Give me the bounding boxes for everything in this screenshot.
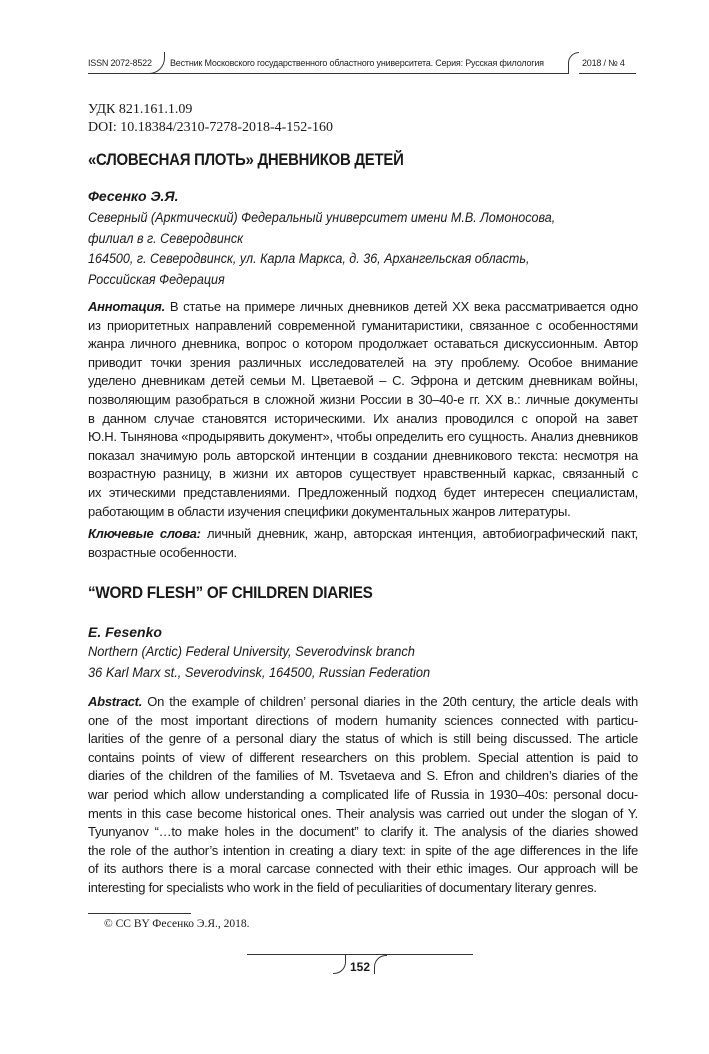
abstract-text: В статье на примере личных дневников детей XX века рассматривается одно bbox=[164, 299, 638, 314]
abstract-ru bbox=[88, 298, 638, 521]
udk-code: УДК 821.161.1.09 bbox=[88, 102, 193, 117]
abstract-en bbox=[88, 693, 638, 898]
author-name-ru: Фесенко Э.Я. bbox=[88, 188, 179, 204]
abstract-line: показал значимую роль авторской интенции в создании дневникового текста: несмотря на bbox=[88, 447, 638, 463]
page-number: 152 bbox=[350, 960, 371, 974]
article-title-en: “WORD FLESH” OF CHILDREN DIARIES bbox=[88, 583, 373, 602]
abstract-line: war period which allow understanding a complicated life of Russia in 1930–40s: personal docu- bbox=[88, 786, 638, 802]
abstract-line: позволяющим разобраться в сложной жизни России в 30–40-е гг. XX в.: личные документы bbox=[88, 391, 638, 407]
abstract-line: larities of the genre of a personal diary the status of which is still being discussed. The article bbox=[88, 731, 638, 747]
abstract-line: Ю.Н. Тынянова «продырявить документ», чтобы определить его сущность. Анализ дневников bbox=[88, 429, 638, 445]
affiliation-ru bbox=[88, 208, 555, 290]
keywords-text: личный дневник, жанр, авторская интенция, автобиографический пакт, bbox=[200, 526, 638, 541]
abstract-line: из приоритетных направлений современной гуманитаристики, связанное с особенностями bbox=[88, 317, 638, 333]
abstract-line: в данном случае становятся историческими. Их анализ проводился с опорой на завет bbox=[88, 410, 638, 426]
footer-ornament-left bbox=[333, 955, 346, 974]
doi-link[interactable]: DOI: 10.18384/2310-7278-2018-4-152-160 bbox=[88, 120, 333, 135]
affiliation-line: Российская Федерация bbox=[88, 271, 225, 287]
footnote-rule bbox=[88, 913, 191, 914]
abstract-line: diaries of the children of the families of M. Tsvetaeva and S. Efron and children’s diaries of the bbox=[88, 768, 638, 784]
abstract-line: of its authors there is a moral carcase connected with their ethic images. Our approach will be bbox=[88, 861, 638, 877]
keywords-line bbox=[88, 525, 638, 544]
affiliation-line: 164500, г. Северодвинск, ул. Карла Маркса, д. 36, Архангельская область, bbox=[88, 251, 530, 266]
affiliation-line: филиал в г. Северодвинск bbox=[88, 230, 244, 246]
abstract-label-ru: Аннотация. bbox=[88, 299, 165, 314]
abstract-line: contains points of view of different researchers on this problem. Special attention is paid to bbox=[88, 749, 638, 765]
abstract-line bbox=[88, 298, 638, 317]
footer-ornament-right bbox=[374, 955, 387, 974]
header-issue: 2018 / № 4 bbox=[582, 58, 625, 68]
article-title-ru: «СЛОВЕСНАЯ ПЛОТЬ» ДНЕВНИКОВ ДЕТЕЙ bbox=[88, 150, 404, 169]
header-ornament-right bbox=[568, 52, 579, 74]
abstract-line: one of the most important directions of modern humanity sciences connected with particu- bbox=[88, 712, 638, 728]
keywords-line: возрастные особенности. bbox=[88, 544, 237, 560]
abstract-line: the role of the author’s intention in creating a diary text: in spite of the age differences in the life bbox=[88, 842, 638, 858]
abstract-line: их этическими представлениями. Предложенный подход будет интересен специалистам, bbox=[88, 484, 638, 500]
header-journal-title: Вестник Московского государственного областного университета. Серия: Русская филология bbox=[170, 58, 544, 68]
abstract-line: уделено дневникам детей семьи М. Цветаевой – С. Эфрона и детским дневникам войны, bbox=[88, 373, 638, 389]
affiliation-line: Northern (Arctic) Federal University, Severodvinsk branch bbox=[88, 644, 415, 659]
abstract-line: работающим в области изучения специфики документальных жанров литературы. bbox=[88, 503, 571, 519]
abstract-line: жанра личного дневника, вопрос о котором продолжает оставаться дискуссионным. Автор bbox=[88, 336, 638, 352]
abstract-line: ments in this case become historical ones. Their analysis was carried out under the slogan of Y. bbox=[88, 805, 638, 821]
abstract-text: On the example of children’ personal diaries in the 20th century, the article deals with bbox=[142, 694, 638, 709]
header-rule bbox=[88, 73, 636, 74]
abstract-line bbox=[88, 693, 638, 712]
header-issn: ISSN 2072-8522 bbox=[88, 58, 158, 68]
keywords-label-ru: Ключевые слова: bbox=[88, 526, 201, 541]
keywords-ru bbox=[88, 525, 638, 562]
abstract-line: приводит точки зрения различных исследователей на эту проблему. Особое внимание bbox=[88, 354, 638, 370]
abstract-line: Tyunyanov “…to make holes in the document” to clarify it. The analysis of the diaries showed bbox=[88, 824, 638, 840]
affiliation-line: Северный (Арктический) Федеральный университет имени М.В. Ломоносова, bbox=[88, 210, 556, 225]
abstract-label-en: Abstract. bbox=[88, 694, 143, 709]
abstract-line: возрастную разницу, в жизни их авторов существует нравственный каркас, связанный с bbox=[88, 466, 638, 482]
copyright-footnote: © CC BY Фесенко Э.Я., 2018. bbox=[104, 918, 250, 930]
affiliation-line: 36 Karl Marx st., Severodvinsk, 164500, Russian Federation bbox=[88, 664, 431, 680]
abstract-line: interesting for specialists who work in the field of peculiarities of documentary literary genres. bbox=[88, 879, 597, 895]
footer-rule bbox=[247, 954, 473, 955]
affiliation-en bbox=[88, 642, 430, 683]
author-name-en: E. Fesenko bbox=[88, 624, 162, 640]
